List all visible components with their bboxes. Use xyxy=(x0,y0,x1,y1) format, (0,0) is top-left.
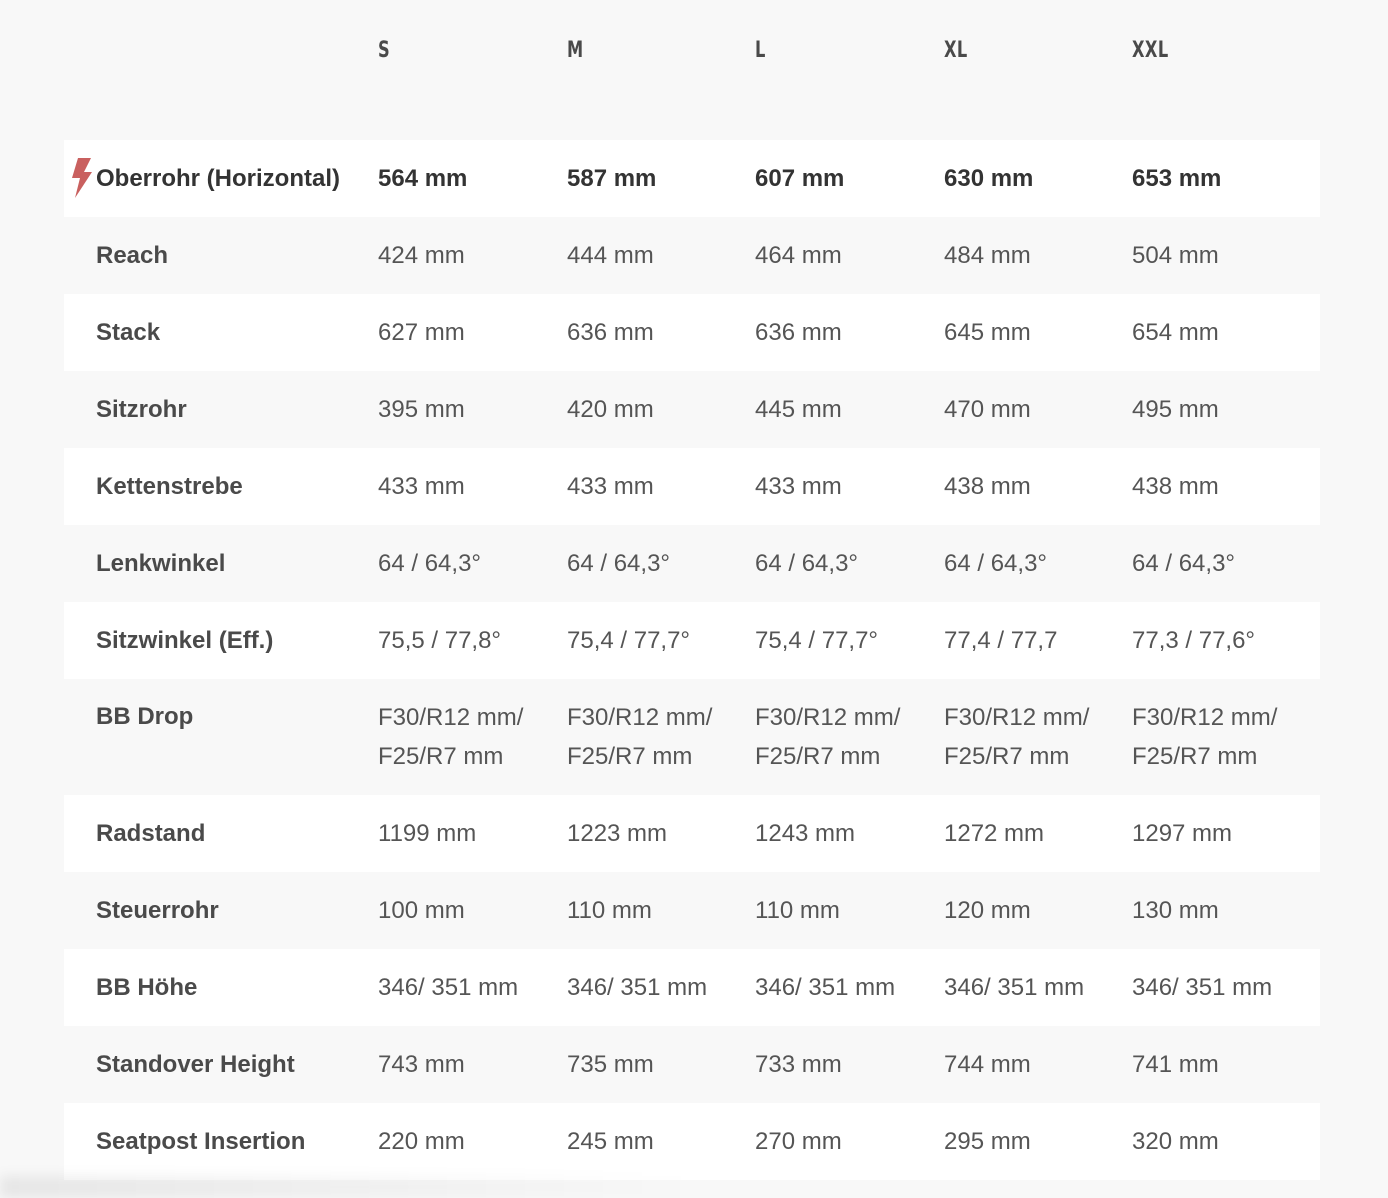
row-value-xl: 470 mm xyxy=(944,396,1031,423)
size-header-row xyxy=(64,0,1320,140)
row-value-l: 1243 mm xyxy=(755,820,856,847)
row-value-xxl: 320 mm xyxy=(1132,1128,1219,1155)
row-value-m: 433 mm xyxy=(567,473,654,500)
row-label: Standover Height xyxy=(96,1050,295,1078)
size-header-s: S xyxy=(378,38,391,63)
row-value-m: 64 / 64,3° xyxy=(567,550,671,577)
table-row xyxy=(64,294,1320,371)
row-value-xl: 645 mm xyxy=(944,319,1031,346)
row-value-s: 64 / 64,3° xyxy=(378,550,482,577)
row-value-l: 636 mm xyxy=(755,319,842,346)
table-row xyxy=(64,1103,1320,1180)
row-label: Stack xyxy=(96,318,161,346)
row-value-m: 245 mm xyxy=(567,1128,654,1155)
row-value-l: 607 mm xyxy=(755,165,845,192)
row-value-s: 564 mm xyxy=(378,165,468,192)
row-label: Seatpost Insertion xyxy=(96,1127,306,1155)
row-value-s: 424 mm xyxy=(378,242,465,269)
row-value-xxl: 741 mm xyxy=(1132,1051,1219,1078)
bottom-shadow xyxy=(0,1176,700,1198)
row-value-xxl: 438 mm xyxy=(1132,473,1219,500)
row-value-l: 270 mm xyxy=(755,1128,842,1155)
row-value-xl: 438 mm xyxy=(944,473,1031,500)
table-row xyxy=(64,140,1320,217)
row-value-xxl: F30/R12 mm/ F25/R7 mm xyxy=(1132,704,1278,770)
row-value-l: 64 / 64,3° xyxy=(755,550,859,577)
row-value-s: 1199 mm xyxy=(378,820,477,847)
row-value-l: 464 mm xyxy=(755,242,842,269)
row-value-s: 75,5 / 77,8° xyxy=(378,627,502,654)
row-value-xxl: 654 mm xyxy=(1132,319,1219,346)
row-value-s: 346/ 351 mm xyxy=(378,974,519,1001)
geometry-rows xyxy=(64,140,1320,1180)
row-value-m: 110 mm xyxy=(567,897,652,924)
row-value-s: 220 mm xyxy=(378,1128,465,1155)
lightning-bolt-icon xyxy=(69,158,93,198)
row-label: Oberrohr (Horizontal) xyxy=(96,164,340,192)
size-header-xl: XL xyxy=(944,38,968,63)
row-value-xxl: 77,3 / 77,6° xyxy=(1132,627,1256,654)
row-value-m: 75,4 / 77,7° xyxy=(567,627,691,654)
row-value-xl: 77,4 / 77,7 xyxy=(944,627,1058,654)
row-value-xl: 346/ 351 mm xyxy=(944,974,1085,1001)
size-header-xxl: XXL xyxy=(1132,38,1169,63)
row-value-l: 110 mm xyxy=(755,897,840,924)
geometry-table xyxy=(64,0,1320,1180)
row-value-l: 346/ 351 mm xyxy=(755,974,896,1001)
row-value-s: 433 mm xyxy=(378,473,465,500)
row-value-xxl: 653 mm xyxy=(1132,165,1222,192)
table-row xyxy=(64,602,1320,679)
row-value-xl: F30/R12 mm/ F25/R7 mm xyxy=(944,704,1090,770)
table-row xyxy=(64,217,1320,294)
row-value-xl: 484 mm xyxy=(944,242,1031,269)
table-row xyxy=(64,371,1320,448)
size-header-l: L xyxy=(755,38,766,63)
table-row xyxy=(64,795,1320,872)
row-label: Radstand xyxy=(96,819,206,847)
row-label: BB Höhe xyxy=(96,973,198,1001)
row-value-xl: 1272 mm xyxy=(944,820,1045,847)
row-value-m: 346/ 351 mm xyxy=(567,974,708,1001)
row-value-s: 100 mm xyxy=(378,897,465,924)
row-value-xxl: 504 mm xyxy=(1132,242,1219,269)
row-value-s: 743 mm xyxy=(378,1051,465,1078)
row-value-xxl: 346/ 351 mm xyxy=(1132,974,1273,1001)
row-value-xxl: 130 mm xyxy=(1132,897,1219,924)
row-value-m: 1223 mm xyxy=(567,820,668,847)
row-value-l: 445 mm xyxy=(755,396,842,423)
row-value-l: 733 mm xyxy=(755,1051,842,1078)
row-value-xl: 744 mm xyxy=(944,1051,1031,1078)
table-row xyxy=(64,1026,1320,1103)
row-value-xl: 295 mm xyxy=(944,1128,1031,1155)
table-row xyxy=(64,448,1320,525)
row-value-s: 627 mm xyxy=(378,319,465,346)
row-label: Steuerrohr xyxy=(96,896,219,924)
row-value-m: 420 mm xyxy=(567,396,654,423)
table-row xyxy=(64,872,1320,949)
row-label: Sitzwinkel (Eff.) xyxy=(96,626,274,654)
row-value-m: 587 mm xyxy=(567,165,657,192)
table-row xyxy=(64,949,1320,1026)
row-label: Lenkwinkel xyxy=(96,549,226,577)
row-label: Reach xyxy=(96,241,169,269)
row-value-xxl: 1297 mm xyxy=(1132,820,1233,847)
row-value-m: 636 mm xyxy=(567,319,654,346)
row-value-xl: 630 mm xyxy=(944,165,1034,192)
table-row xyxy=(64,679,1320,795)
row-label: Sitzrohr xyxy=(96,395,187,423)
row-value-xxl: 495 mm xyxy=(1132,396,1219,423)
size-header-m: M xyxy=(567,38,584,63)
row-value-m: 735 mm xyxy=(567,1051,654,1078)
row-value-m: F30/R12 mm/ F25/R7 mm xyxy=(567,704,713,770)
row-label: BB Drop xyxy=(96,703,194,730)
row-value-xxl: 64 / 64,3° xyxy=(1132,550,1236,577)
row-value-xl: 120 mm xyxy=(944,897,1031,924)
table-row xyxy=(64,525,1320,602)
row-value-l: 75,4 / 77,7° xyxy=(755,627,879,654)
row-value-s: 395 mm xyxy=(378,396,465,423)
row-value-l: 433 mm xyxy=(755,473,842,500)
row-value-l: F30/R12 mm/ F25/R7 mm xyxy=(755,704,901,770)
row-label: Kettenstrebe xyxy=(96,472,243,500)
row-value-xl: 64 / 64,3° xyxy=(944,550,1048,577)
row-value-m: 444 mm xyxy=(567,242,654,269)
row-value-s: F30/R12 mm/ F25/R7 mm xyxy=(378,704,524,770)
